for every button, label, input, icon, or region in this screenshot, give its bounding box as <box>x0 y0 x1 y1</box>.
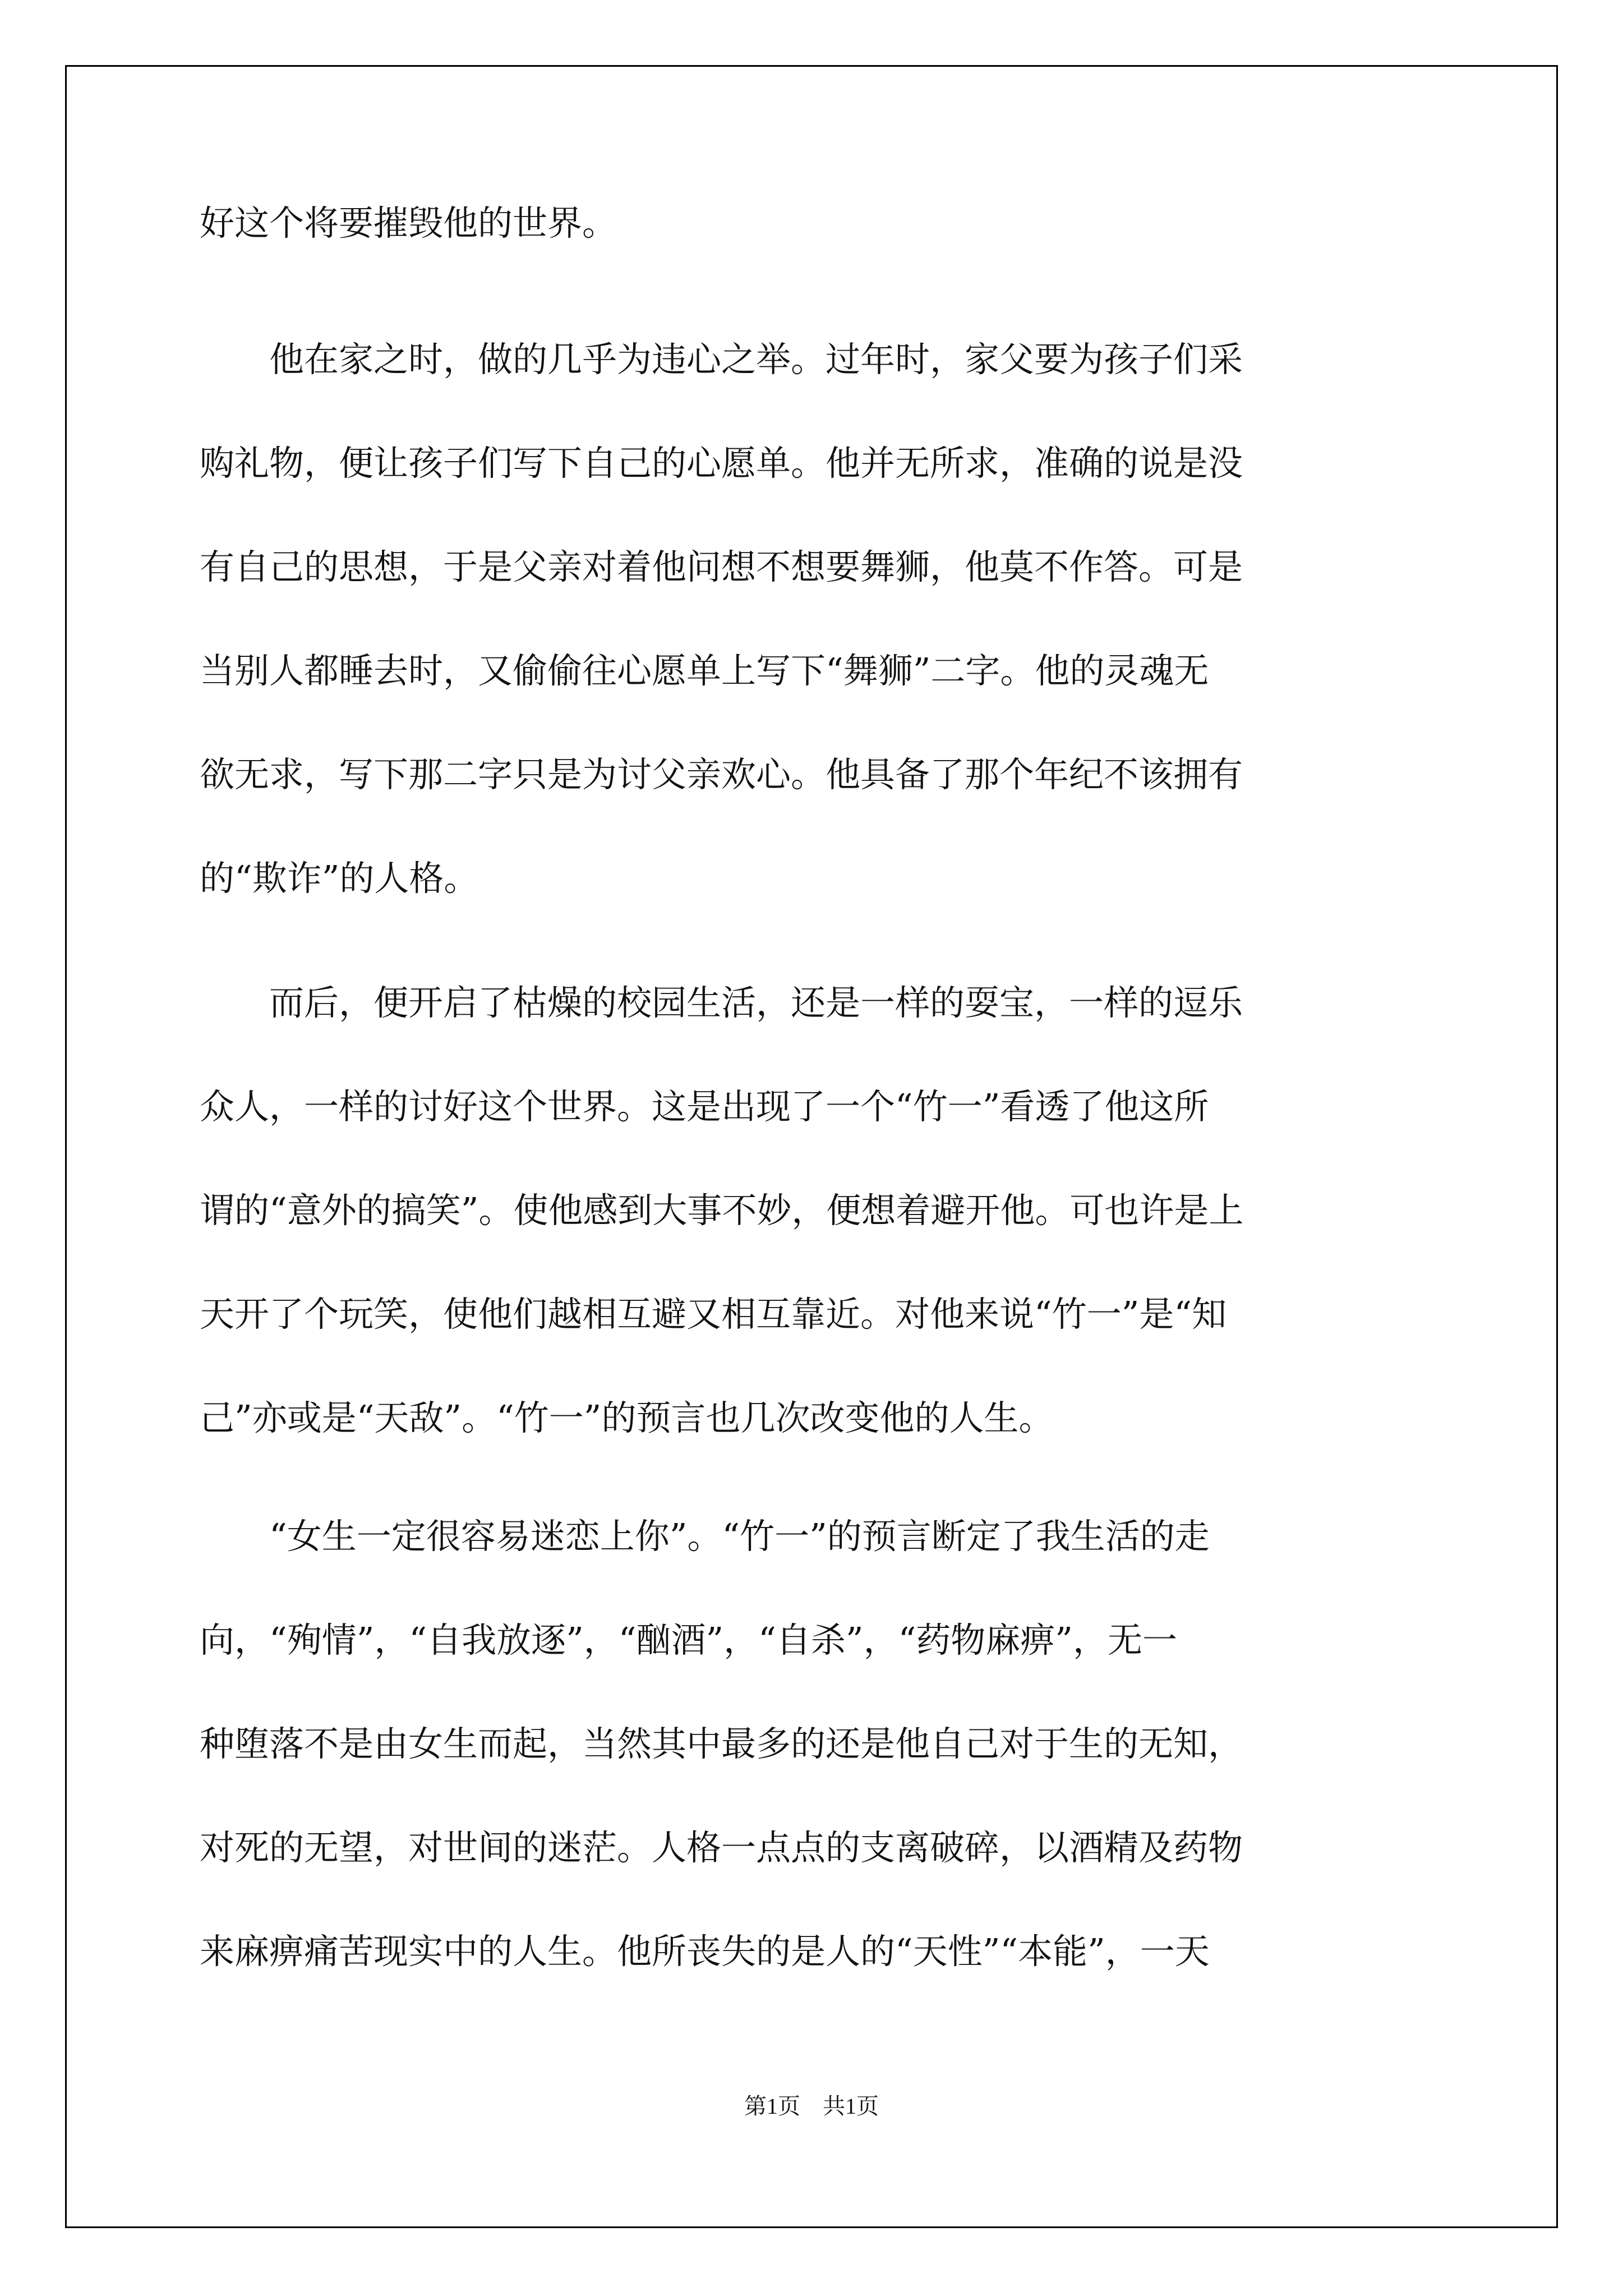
text-line: 而后，便开启了枯燥的校园生活，还是一样的耍宝，一样的逗乐 <box>200 982 1243 1023</box>
text-line: 购礼物，便让孩子们写下自己的心愿单。他并无所求，准确的说是没 <box>200 443 1243 484</box>
page-footer: 第1页 共1页 <box>744 2093 879 2119</box>
text-line: 对死的无望，对世间的迷茫。人格一点点的支离破碎，以酒精及药物 <box>200 1827 1243 1868</box>
text-line: 当别人都睡去时，又偷偷往心愿单上写下“舞狮”二字。他的灵魂无 <box>200 650 1209 691</box>
text-line: 有自己的思想，于是父亲对着他问想不想要舞狮，他莫不作答。可是 <box>200 546 1243 587</box>
text-line: 种堕落不是由女生而起，当然其中最多的还是他自己对于生的无知， <box>200 1723 1243 1764</box>
text-line: 向，“殉情”，“自我放逐”，“酗酒”，“自杀”，“药物麻痹”，无一 <box>200 1619 1177 1660</box>
text-line: 谓的“意外的搞笑”。使他感到大事不妙，便想着避开他。可也许是上 <box>200 1190 1244 1231</box>
text-line: 天开了个玩笑，使他们越相互避又相互靠近。对他来说“竹一”是“知 <box>200 1294 1227 1335</box>
text-line: 欲无求，写下那二字只是为讨父亲欢心。他具备了那个年纪不该拥有 <box>200 754 1243 795</box>
page-border <box>65 65 1558 2228</box>
text-line: 好这个将要摧毁他的世界。 <box>200 203 617 243</box>
text-line: 来麻痹痛苦现实中的人生。他所丧失的是人的“天性”“本能”，一天 <box>200 1931 1210 1972</box>
text-line: 众人，一样的讨好这个世界。这是出现了一个“竹一”看透了他这所 <box>200 1086 1209 1127</box>
text-line: 己”亦或是“天敌”。“竹一”的预言也几次改变他的人生。 <box>200 1397 1054 1438</box>
text-line: 他在家之时，做的几乎为违心之举。过年时，家父要为孩子们采 <box>200 339 1243 380</box>
text-line: “女生一定很容易迷恋上你”。“竹一”的预言断定了我生活的走 <box>200 1516 1210 1557</box>
text-line: 的“欺诈”的人格。 <box>200 858 479 899</box>
